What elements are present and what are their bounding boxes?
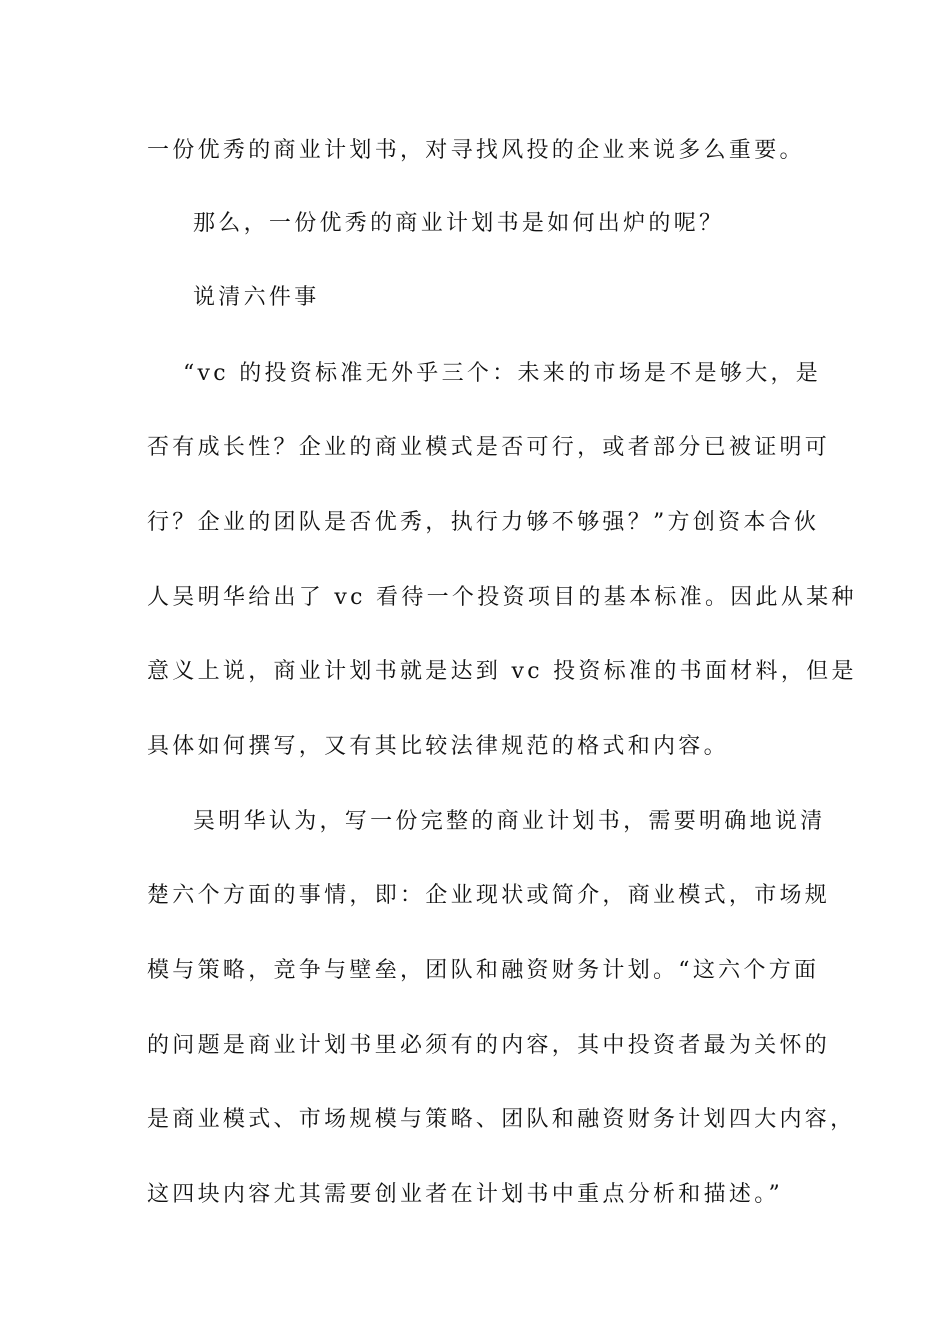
paragraph-line: 楚六个方面的事情，即：企业现状或简介，商业模式，市场规 (147, 883, 831, 908)
paragraph-line: 意义上说，商业计划书就是达到 vc 投资标准的书面材料，但是 (147, 659, 857, 684)
paragraph-line: 一份优秀的商业计划书，对寻找风投的企业来说多么重要。 (147, 138, 805, 163)
paragraph-line: 模与策略，竞争与壁垒，团队和融资财务计划。“这六个方面 (147, 958, 820, 983)
paragraph-line: 人吴明华给出了 vc 看待一个投资项目的基本标准。因此从某种 (147, 585, 857, 610)
paragraph-line: 那么，一份优秀的商业计划书是如何出炉的呢？ (193, 211, 725, 236)
paragraph-line: 行？企业的团队是否优秀，执行力够不够强？”方创资本合伙 (147, 510, 820, 535)
paragraph-line: 的问题是商业计划书里必须有的内容，其中投资者最为关怀的 (147, 1033, 831, 1058)
paragraph-line: 是商业模式、市场规模与策略、团队和融资财务计划四大内容， (147, 1107, 856, 1132)
paragraph-line: 具体如何撰写，又有其比较法律规范的格式和内容。 (147, 734, 729, 759)
section-heading: 说清六件事 (193, 285, 320, 310)
paragraph-line: 这四块内容尤其需要创业者在计划书中重点分析和描述。” (147, 1182, 784, 1207)
paragraph-line: 否有成长性？企业的商业模式是否可行，或者部分已被证明可 (147, 435, 831, 460)
paragraph-line: “vc 的投资标准无外乎三个：未来的市场是不是够大，是 (183, 361, 822, 386)
paragraph-line: 吴明华认为，写一份完整的商业计划书，需要明确地说清 (193, 809, 826, 834)
